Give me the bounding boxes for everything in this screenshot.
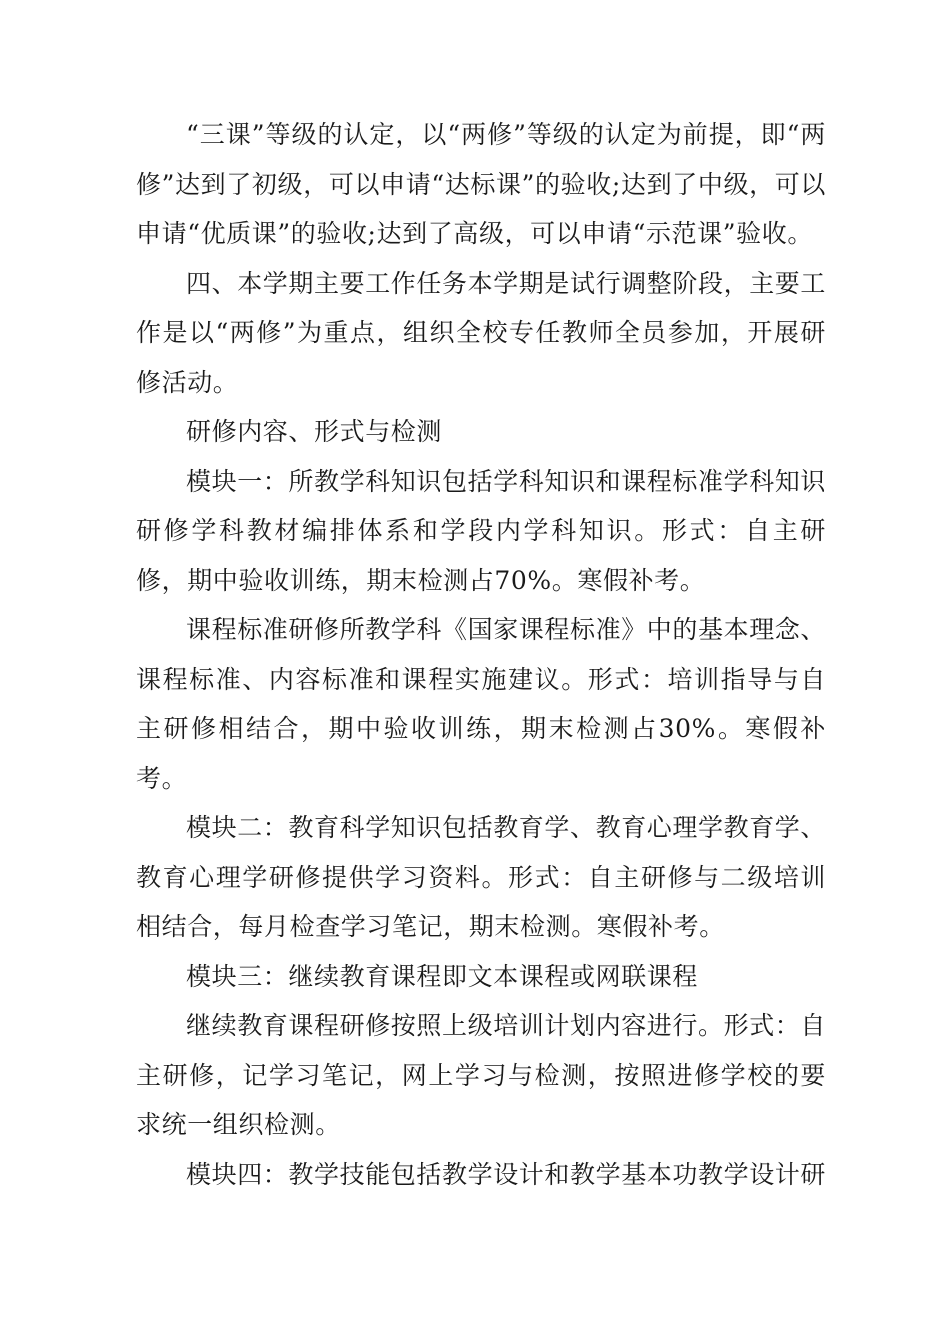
paragraph-module-one: 模块一：所教学科知识包括学科知识和课程标准学科知识研修学科教材编排体系和学段内学科知识。形式：自主研修，期中验收训练，期末检测占70%。寒假补考。 bbox=[136, 466, 827, 595]
paragraph-continuing-education: 继续教育课程研修按照上级培训计划内容进行。形式：自主研修，记学习笔记，网上学习与检测，按照进修学校的要求统一组织检测。 bbox=[136, 1011, 827, 1139]
paragraph-module-four: 模块四：教学技能包括教学设计和教学基本功教学设计研 bbox=[186, 1159, 827, 1189]
paragraph-module-three: 模块三：继续教育课程即文本课程或网联课程 bbox=[186, 961, 699, 991]
paragraph-module-two: 模块二：教育科学知识包括教育学、教育心理学教育学、教育心理学研修提供学习资料。形式：自主研修与二级培训相结合，每月检查学习笔记，期末检测。寒假补考。 bbox=[136, 813, 827, 941]
paragraph-sanke-grading: “三课”等级的认定，以“两修”等级的认定为前提，即“两修”达到了初级，可以申请“达标课”的验收;达到了中级，可以申请“优质课”的验收;达到了高级，可以申请“示范课”验收。 bbox=[136, 120, 826, 248]
paragraph-study-content-heading: 研修内容、形式与检测 bbox=[186, 417, 443, 446]
document-body bbox=[136, 110, 826, 1199]
paragraph-semester-tasks: 四、本学期主要工作任务本学期是试行调整阶段，主要工作是以“两修”为重点，组织全校专任教师全员参加，开展研修活动。 bbox=[136, 268, 827, 397]
paragraph-curriculum-standards: 课程标准研修所教学科《国家课程标准》中的基本理念、课程标准、内容标准和课程实施建议。形式：培训指导与自主研修相结合，期中验收训练，期末检测占30%。寒假补考。 bbox=[136, 615, 827, 793]
